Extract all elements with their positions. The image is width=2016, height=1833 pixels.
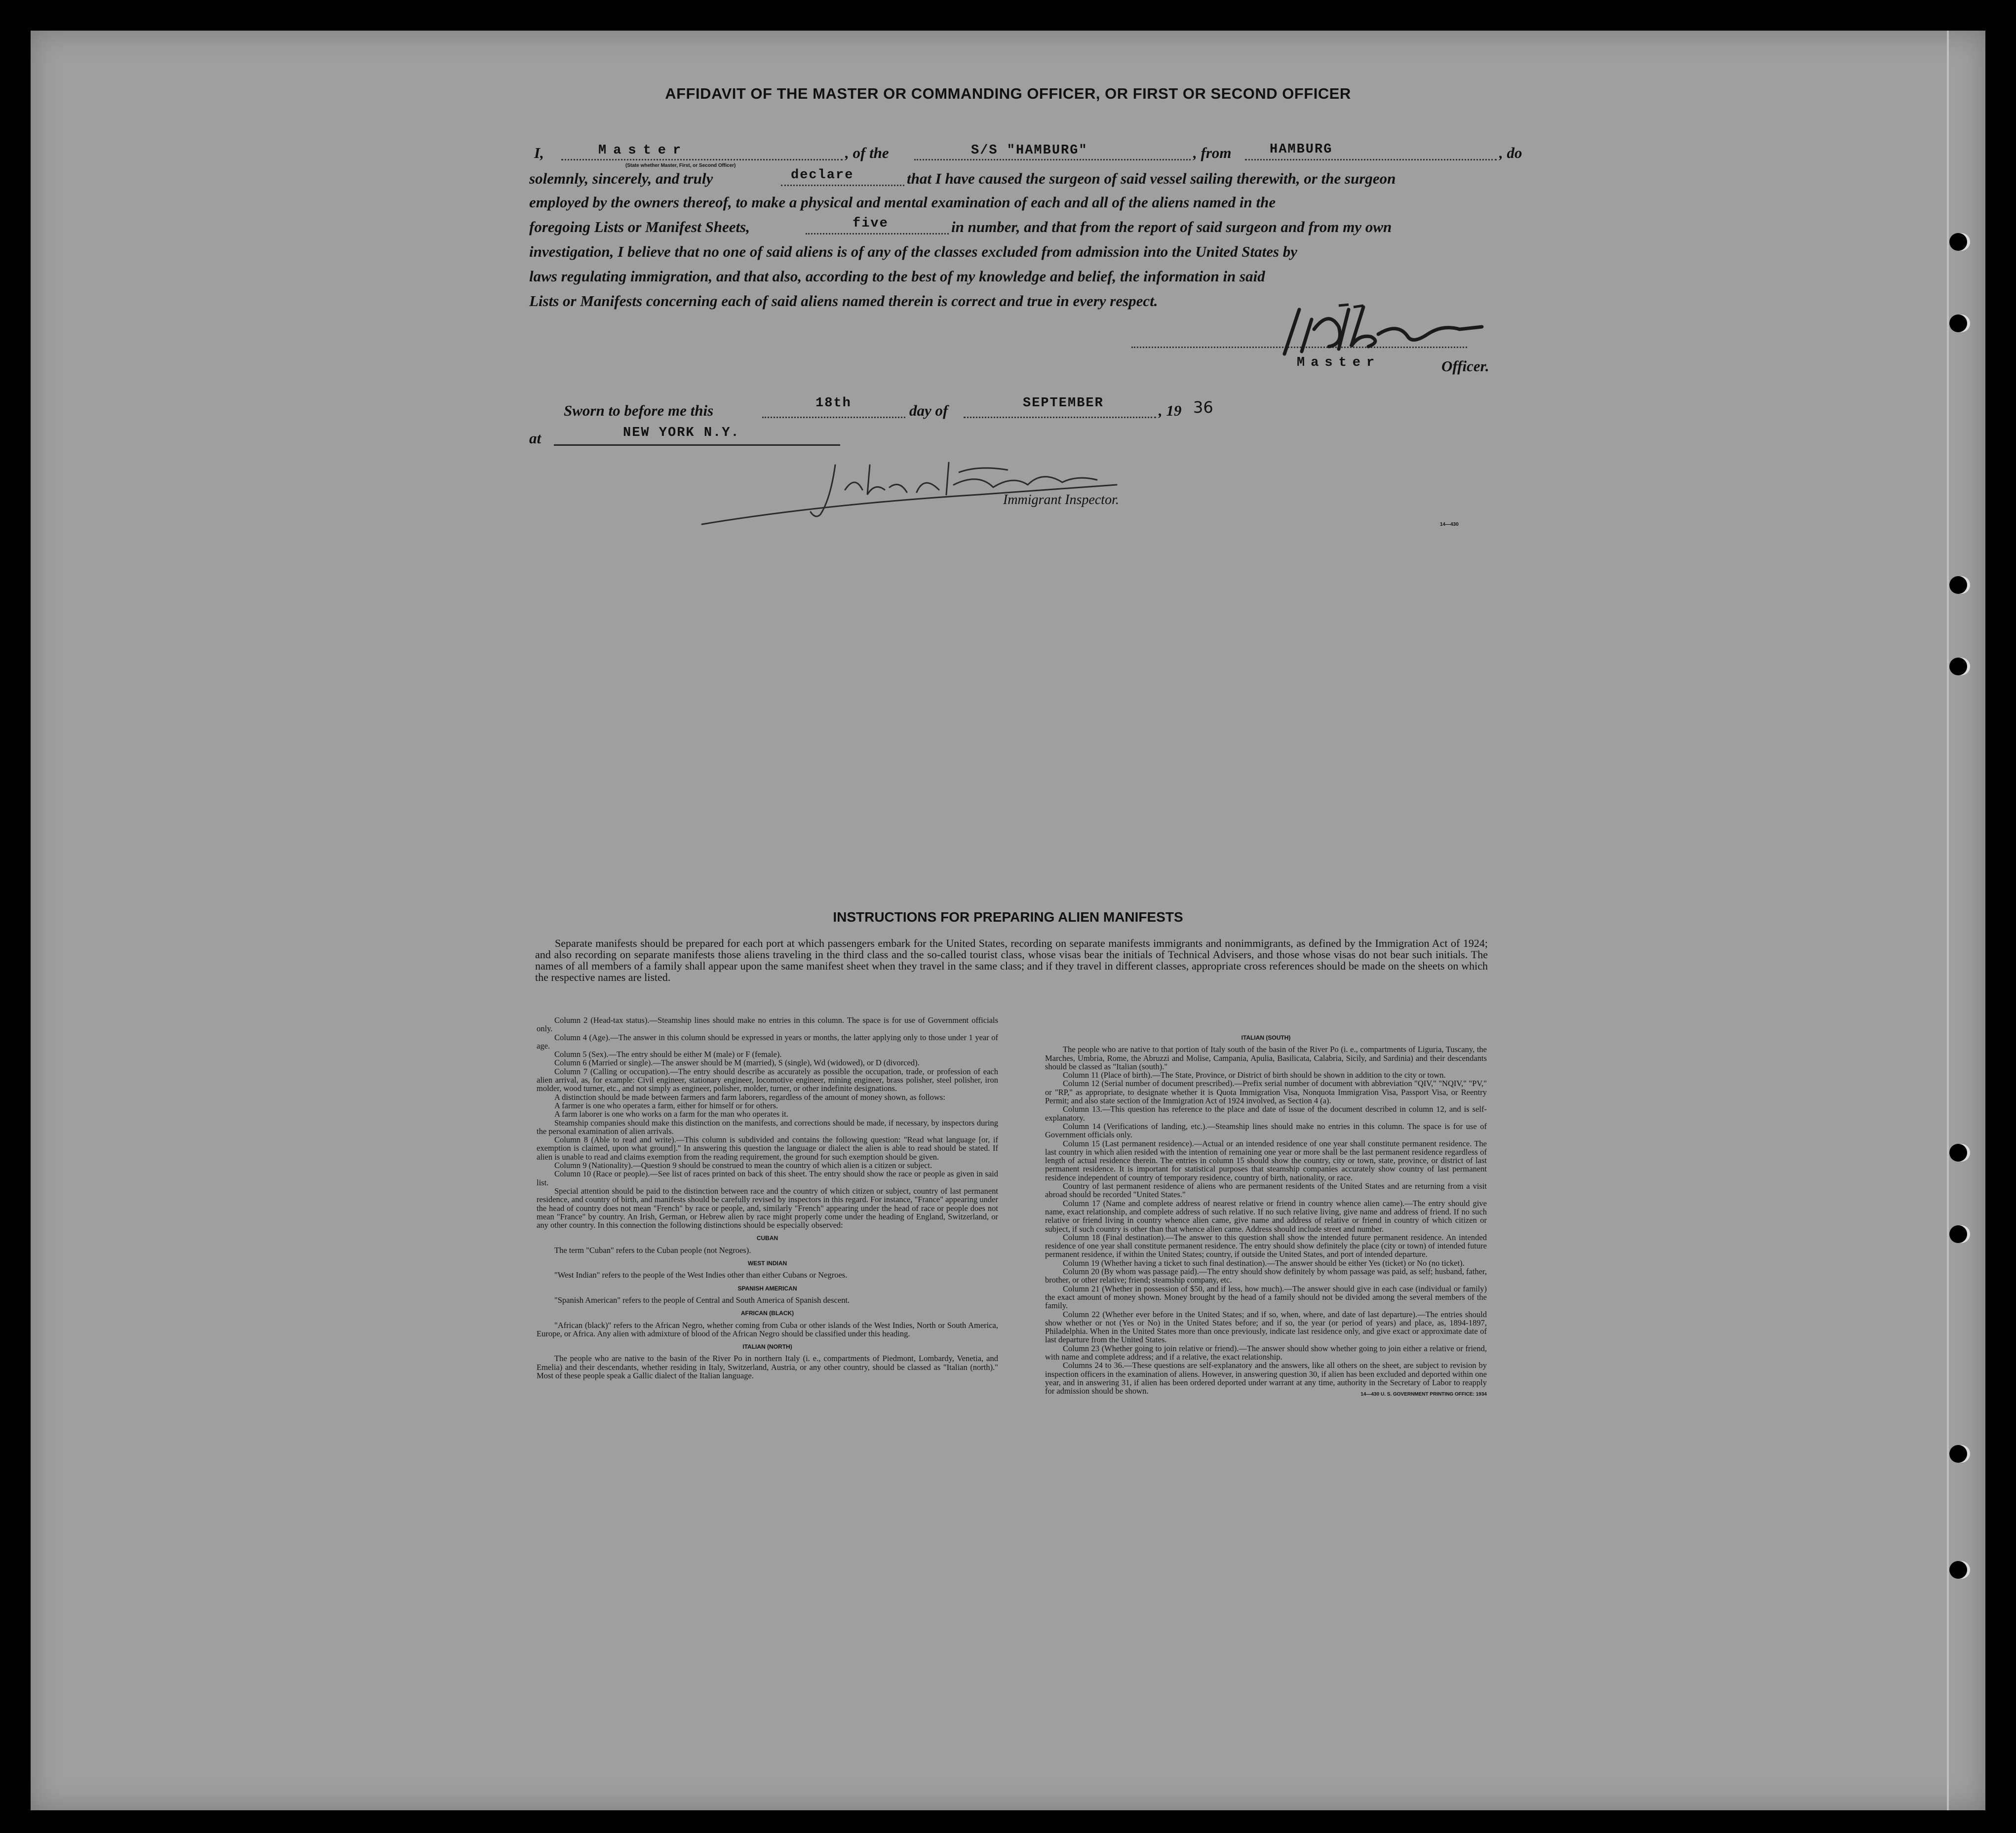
instruction-paragraph: Column 13.—This question has reference to the place and date of issue of the document described in column 12, and is self-explanatory.	[1045, 1104, 1487, 1123]
punch-hole	[1949, 658, 1967, 675]
heading-italian-north: ITALIAN (NORTH)	[742, 1343, 792, 1351]
punch-hole	[1949, 1445, 1967, 1463]
day-line	[762, 417, 905, 418]
african-black-text: "African (black)" refers to the African Negro, whether coming from Cuba or other islands of the West Indies, North or South America, Europe, or Africa. Any alien with admixture of blood of the African Negro should be classified under this heading.	[537, 1320, 998, 1338]
rank-line	[561, 159, 843, 160]
heading-spanish-american: SPANISH AMERICAN	[737, 1285, 797, 1292]
instruction-paragraph: Column 23 (Whether going to join relative or friend).—The answer should show whether going to join either a relative or friend, with name and complete address; and if a relative, the exact relationship.	[1045, 1343, 1487, 1362]
instruction-paragraph: Column 9 (Nationality).—Question 9 should be construed to mean the country of which alien is a citizen or subject.	[554, 1161, 932, 1170]
instruction-paragraph: Column 5 (Sex).—The entry should be either M (male) or F (female).	[554, 1050, 782, 1059]
instruction-paragraph: Column 2 (Head-tax status).—Steamship lines should make no entries in this column. The space is for use of Government officials only.	[537, 1015, 998, 1034]
italian-north-text: The people who are native to the basin of the River Po in northern Italy (i. e., compartments of Piedmont, Lombardy, Venetia, and Emelia) and their descendants, whether residing in Italy, Switzerland, Austria, or any other country, should be classed as "Italian (north)." Most of these people speak a Gallic dialect of the Italian language.	[537, 1354, 998, 1380]
rank-note: (State whether Master, First, or Second Officer)	[625, 163, 736, 168]
heading-italian-south: ITALIAN (SOUTH)	[1241, 1034, 1291, 1041]
heading-african-black: AFRICAN (BLACK)	[740, 1310, 794, 1317]
do-label: , do	[1499, 144, 1522, 161]
from-label: , from	[1193, 144, 1232, 161]
affidavit-line-7: Lists or Manifests concerning each of said aliens named therein is correct and true in every respect.	[529, 292, 1158, 310]
punch-hole	[1949, 314, 1967, 332]
cuban-text: The term "Cuban" refers to the Cuban people (not Negroes).	[554, 1245, 751, 1255]
instruction-paragraph: Column 17 (Name and complete address of nearest relative or friend in country whence alien came).—The entry should give name, exact relationship, and complete address of such relative. If no such relative living, give name and address of friend. If no such relative or friend living in country whence alien came, give name and address of relative or friend in country of which citizen or subject, if such country is other than that whence alien came. Address should include street and number.	[1045, 1198, 1487, 1234]
punch-hole	[1949, 576, 1967, 594]
port-line	[1245, 159, 1497, 160]
instruction-paragraph: Columns 24 to 36.—These questions are self-explanatory and the answers, like all others on the sheet, are subject to revision by inspection officers in the examination of aliens. However, in answering question 30, if alien has been excluded and deported within one year, and in answering 31, if alien has been ordered deported under warrant at any time, authority in the Secretary of Labor to reapply for admission should be shown.	[1045, 1361, 1487, 1396]
affidavit-line-2b: that I have caused the surgeon of said vessel sailing therewith, or the surgeon	[907, 170, 1396, 187]
affidavit-line-6: laws regulating immigration, and that also, according to the best of my knowledge and belief, the information in said	[529, 268, 1265, 285]
instructions-intro: Separate manifests should be prepared for each port at which passengers embark for the United States, recording on separate manifests immigrants and nonimmigrants, as defined by the Immigration Act of 1924; and also recording on separate manifests those aliens traveling in the third class and the so-called tourist class, whose visas bear the initials of Technical Advisers, and those whose visas do not bear such initials. The names of all members of a family shall appear upon the same manifest sheet when they travel in the same class; and if they travel in different classes, appropriate cross references should be made on the sheets on which the respective names are listed.	[535, 937, 1488, 983]
instructions-title: INSTRUCTIONS FOR PREPARING ALIEN MANIFESTS	[833, 909, 1183, 925]
instruction-paragraph: Column 21 (Whether in possession of $50, and if less, how much).—The answer should give in each case (individual or family) the exact amount of money shown. Money brought by the head of a family should not be divided among the several members of the family.	[1045, 1284, 1487, 1311]
instruction-paragraph: Column 19 (Whether having a ticket to such final destination).—The answer should be either Yes (ticket) or No (no ticket).	[1063, 1258, 1465, 1268]
officer-title-typed: Master	[1297, 355, 1381, 370]
affidavit-line-4b: in number, and that from the report of said surgeon and from my own	[951, 218, 1392, 235]
affidavit-line-4a: foregoing Lists or Manifest Sheets,	[529, 218, 750, 235]
vessel-line	[914, 159, 1191, 160]
affidavit-line-5: investigation, I believe that no one of said aliens is of any of the classes excluded from admission into the United States by	[529, 243, 1298, 260]
instruction-paragraph: Column 4 (Age).—The answer in this column should be expressed in years or months, the latter applying only to those under 1 year of age.	[537, 1032, 998, 1051]
instruction-paragraph: Steamship companies should make this distinction on the manifests, and corrections should be made, if necessary, by inspectors during the personal examination of alien arrivals.	[537, 1118, 998, 1136]
month-line	[964, 417, 1156, 418]
instruction-paragraph: Column 7 (Calling or occupation).—The entry should describe as accurately as possible the occupation, trade, or profession of each alien arrival, as, for example: Civil engineer, stationary engineer, locomotive engineer, mining engineer, brass polisher, steel polisher, iron molder, wood turner, etc., and not simply as engineer, polisher, molder, turner, or other indefinite designations.	[537, 1066, 998, 1093]
instruction-paragraph: A distinction should be made between farmers and farm laborers, regardless of the amount of money shown, as follows:	[554, 1092, 945, 1102]
punch-hole	[1949, 1225, 1967, 1243]
west-indian-text: "West Indian" refers to the people of the West Indies other than either Cubans or Negroes.	[554, 1270, 848, 1280]
instructions-right-column	[1045, 1034, 1487, 1399]
sheets-value: five	[853, 216, 889, 231]
year-prefix: , 19	[1159, 402, 1182, 419]
instruction-paragraph: Column 20 (By whom was passage paid).—The entry should show definitely by whom passage was paid, as self; husband, father, brother, or other relative; friend; steamship company, etc.	[1045, 1267, 1487, 1285]
instruction-paragraph: Column 6 (Married or single).—The answer should be M (married), S (single), Wd (widowed), or D (divorced).	[554, 1058, 920, 1068]
sworn-label: Sworn to before me this	[564, 402, 714, 419]
punch-hole	[1949, 1144, 1967, 1162]
vessel-value: S/S "HAMBURG"	[971, 143, 1088, 158]
heading-cuban: CUBAN	[756, 1235, 778, 1242]
place-value: NEW YORK N.Y.	[623, 426, 740, 440]
declare-line	[781, 185, 904, 186]
affidavit-title: AFFIDAVIT OF THE MASTER OR COMMANDING OFFICER, OR FIRST OR SECOND OFFICER	[665, 85, 1351, 102]
year-suffix: 36	[1193, 398, 1213, 417]
punch-hole	[1949, 1561, 1967, 1579]
manifest-page	[31, 31, 1985, 1810]
inspector-label: Immigrant Inspector.	[1003, 492, 1119, 507]
master-signature	[1265, 300, 1492, 359]
day-value: 18th	[815, 396, 852, 411]
instruction-paragraph: A farmer is one who operates a farm, either for himself or for others.	[554, 1100, 778, 1110]
form-number: 14—430	[1440, 522, 1459, 527]
punch-hole	[1949, 233, 1967, 251]
instruction-paragraph: Column 18 (Final destination).—The answer to this question shall show the intended future permanent residence. An intended residence of one year shall constitute permanent residence. The entry should show definitely the place (city or town) of intended future permanent residence, if within the United States; country, if outside the United States, and port of intended departure.	[1045, 1232, 1487, 1259]
affidavit-line-2a: solemnly, sincerely, and truly	[529, 170, 713, 187]
instruction-paragraph: A farm laborer is one who works on a farm for the man who operates it.	[554, 1109, 788, 1119]
instruction-paragraph: Column 14 (Verifications of landing, etc.).—Steamship lines should make no entries in this column. The space is for use of Government officials only.	[1045, 1121, 1487, 1140]
instruction-paragraph: Column 12 (Serial number of document prescribed).—Prefix serial number of document with abbreviation "QIV," "NQIV," "PV," or "RP," as appropriate, to designate whether it is Quota Immigration Visa, Nonquota Immigration Visa, Passport Visa, or Reentry Permit; and also state section of the Immigration Act of 1924 involved, as Section 4 (a).	[1045, 1079, 1487, 1106]
instruction-paragraph: The people who are native to that portion of Italy south of the basin of the River Po (i. e., compartments of Liguria, Tuscany, the Marches, Umbria, Rome, the Abruzzi and Molise, Campania, Apulia, Basilicata, Calabria, Sicily, and Sardinia) and their descendants should be classed as "Italian (south)."	[1045, 1045, 1487, 1071]
instruction-paragraph: Country of last permanent residence of aliens who are permanent residents of the United States and are returning from a visit abroad should be recorded "United States."	[1045, 1181, 1487, 1200]
affidavit-i: I,	[534, 144, 544, 161]
printing-office-footer: 14—430 U. S. GOVERNMENT PRINTING OFFICE: 1934	[1360, 1392, 1487, 1398]
affidavit-line-3: employed by the owners thereof, to make a physical and mental examination of each and all of the aliens named in the	[529, 194, 1276, 211]
heading-west-indian: WEST INDIAN	[747, 1260, 787, 1267]
spanish-american-text: "Spanish American" refers to the people of Central and South America of Spanish descent.	[554, 1295, 850, 1305]
sheets-line	[806, 233, 949, 234]
instruction-paragraph: Column 10 (Race or people).—See list of races printed on back of this sheet. The entry should show the race or people as given in said list.	[537, 1169, 998, 1187]
at-label: at	[529, 429, 542, 447]
instructions-left-column	[537, 1016, 998, 1380]
instruction-paragraph: Column 22 (Whether ever before in the United States; and if so, when, where, and date of last departure).—The entries should show whether or not (Yes or No) in the United States before; and if so, the year (or period of years) and place, as, 1894-1897, Philadelphia. When in the United States more than once previously, indicate last residence only, and give exact or approximate date of last departure from the United States.	[1045, 1309, 1487, 1345]
officer-label: Officer.	[1441, 357, 1489, 375]
instruction-paragraph: Column 11 (Place of birth).—The State, Province, or District of birth should be shown in addition to the city or town.	[1063, 1070, 1446, 1080]
day-of-label: day of	[909, 402, 948, 419]
month-value: SEPTEMBER	[1023, 396, 1104, 411]
port-value: HAMBURG	[1270, 142, 1333, 157]
declare-value: declare	[791, 168, 854, 183]
instruction-paragraph: Column 15 (Last permanent residence).—Actual or an intended residence of one year shall constitute permanent residence. The last country in which alien resided with the intention of remaining one year or more shall be the last permanent residence regardless of length of actual residence therein. The entries in column 15 should show the country, city or town, state, province, or district of last permanent residence. It is important for statistical purposes that steamship companies accurately show country of last permanent residence independent of country of temporary residence, country of birth, nationality, or race.	[1045, 1138, 1487, 1182]
of-the-label: , of the	[845, 144, 889, 161]
inspector-signature	[672, 445, 1191, 529]
instruction-paragraph: Special attention should be paid to the distinction between race and the country of which citizen or subject, country of last permanent residence, and country of birth, and manifests should be carefully revised by inspectors in this regard. For instance, "France" appearing under the head of country does not mean "French" by race or people, and, similarly "French" appearing under the head of race or people does not mean "France" by country. An Irish, German, or Hebrew alien by race might properly come under the heading of England, Switzerland, or any other country. In this connection the following distinctions should be especially observed:	[537, 1186, 998, 1230]
rank-value: Master	[598, 143, 688, 158]
instruction-paragraph: Column 8 (Able to read and write).—This column is subdivided and contains the following question: "Read what language [or, if exemption is claimed, upon what ground]." In answering this question the language or dialect the alien is able to read should be stated. If alien is unable to read and claims exemption from the reading requirement, the ground for such exemption should be given.	[537, 1135, 998, 1162]
